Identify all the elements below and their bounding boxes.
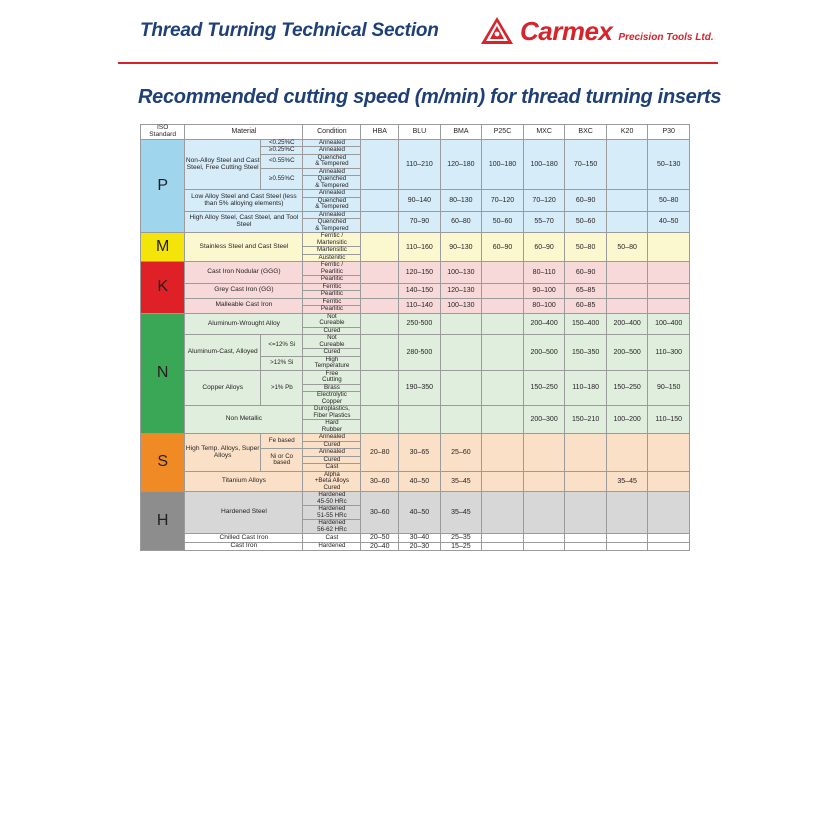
page-header [0,0,836,62]
value-k20: 35–45 [606,471,648,492]
value-hba [361,283,399,298]
value-mxc: 200–400 [523,313,565,335]
material-name: Cast Iron Nodular (GGG) [185,262,303,284]
material-sub-line1: Ni or Co [270,452,294,460]
material-sub [261,449,303,472]
material-sub: >12% Si [261,356,303,370]
value-p25c [482,370,524,406]
value-mxc: 60–90 [523,233,565,262]
condition-line2: Cureable [319,319,345,327]
condition-cell [303,233,361,247]
material-sub-line2: based [273,459,291,467]
material-name: High Alloy Steel, Cast Steel, and Tool Steel [185,211,303,233]
table-row [141,335,690,349]
table-row [141,492,690,506]
condition-cell: Ferritic [303,298,361,306]
condition-line1: Quenched [317,153,347,161]
material-name: Aluminum-Wrought Alloy [185,313,303,335]
value-k20 [606,298,648,313]
condition-line2: Temperature [314,362,350,370]
header-iso-standard [141,125,185,140]
condition-line2: Fiber Plastics [313,411,351,419]
value-p25c [482,534,524,542]
value-blu: 90–140 [399,190,441,212]
value-mxc [523,471,565,492]
value-mxc: 55–70 [523,211,565,233]
value-p30 [648,492,690,534]
value-p25c [482,492,524,534]
table-row [141,190,690,198]
value-hba [361,298,399,313]
material-name: Malleable Cast Iron [185,298,303,313]
condition-line1: Hardened [318,519,346,527]
value-k20: 100–200 [606,406,648,434]
condition-line1: Electrolytic [316,391,347,399]
condition-line1: Quenched [317,218,347,226]
value-mxc [523,492,565,534]
value-p25c [482,406,524,434]
value-hba: 20–50 [361,534,399,542]
condition-line1: Quenched [317,175,347,183]
value-bxc: 110–180 [565,370,607,406]
value-k20: 200–500 [606,335,648,371]
condition-line1: Not [327,334,337,342]
condition-cell: Cured [303,327,361,335]
value-blu: 70–90 [399,211,441,233]
value-bxc: 50–80 [565,233,607,262]
condition-line2: & Tempered [315,181,349,189]
condition-cell: Annealed [303,147,361,155]
condition-cell [303,392,361,406]
condition-cell: Annealed [303,139,361,147]
condition-line2: +Beta Alloys [314,477,350,485]
value-k20 [606,542,648,550]
condition-cell [303,197,361,211]
material-name: Titanium Alloys [185,471,303,492]
value-p25c: 100–180 [482,139,524,190]
value-p25c [482,298,524,313]
material-sub: <0.55%C [261,154,303,168]
condition-line1: Free [325,369,339,377]
value-p30: 110–300 [648,335,690,371]
value-bma: 35–45 [440,471,482,492]
table-row [141,211,690,219]
value-p25c [482,434,524,472]
cutting-speed-table [140,124,690,551]
group-code-h: H [141,492,185,551]
value-p25c [482,471,524,492]
condition-cell: Cast [303,464,361,472]
condition-cell: Pearlitic [303,306,361,314]
value-hba: 20–80 [361,434,399,472]
value-bxc [565,434,607,472]
condition-line1: Quenched [317,196,347,204]
value-p25c [482,542,524,550]
material-name: Grey Cast Iron (GG) [185,283,303,298]
value-hba: 30–60 [361,492,399,534]
value-p25c: 60–90 [482,233,524,262]
condition-cell: Cured [303,349,361,357]
condition-cell: Ferritic [303,283,361,291]
header-grade-p25c: P25C [482,125,524,140]
value-p30: 40–50 [648,211,690,233]
header-iso-line1: ISO [156,124,169,131]
value-hba: 20–40 [361,542,399,550]
table-row [141,542,690,550]
value-mxc: 100–180 [523,139,565,190]
condition-line1: High [325,355,339,363]
value-k20 [606,283,648,298]
condition-line1: Hardened [318,491,346,499]
value-p30 [648,283,690,298]
value-blu: 140–150 [399,283,441,298]
value-blu: 20–30 [399,542,441,550]
value-bma: 100–130 [440,298,482,313]
condition-cell: Annealed [303,434,361,442]
condition-cell: Austenitic [303,254,361,262]
condition-cell [303,520,361,534]
value-bma: 80–130 [440,190,482,212]
value-bxc: 150–210 [565,406,607,434]
value-k20 [606,139,648,190]
header-grade-mxc: MXC [523,125,565,140]
material-name: Aluminum-Cast, Alloyed [185,335,261,371]
header-divider [118,62,718,64]
value-bma [440,370,482,406]
condition-line2: 56-62 HRc [317,525,347,533]
carmex-logo-icon [480,16,514,46]
condition-cell [303,420,361,434]
value-k20: 50–80 [606,233,648,262]
value-bma: 120–180 [440,139,482,190]
value-mxc: 90–100 [523,283,565,298]
value-bma: 60–80 [440,211,482,233]
value-mxc: 80–100 [523,298,565,313]
condition-cell: Hardened [303,542,361,550]
condition-cell [303,176,361,190]
material-sub: <=12% Si [261,335,303,357]
value-bxc: 60–85 [565,298,607,313]
value-bma: 25–35 [440,534,482,542]
group-code-n: N [141,313,185,434]
table-row [141,406,690,420]
condition-line3: Cured [323,483,341,491]
group-code-m: M [141,233,185,262]
value-blu: 110–210 [399,139,441,190]
value-blu: 280-500 [399,335,441,371]
value-bma: 100–130 [440,262,482,284]
header-iso-line2: Standard [149,130,177,138]
material-name: Stainless Steel and Cast Steel [185,233,303,262]
value-k20 [606,434,648,472]
value-p25c: 70–120 [482,190,524,212]
header-material: Material [185,125,303,140]
condition-line1: Hardened [318,505,346,513]
condition-line2: Cutting [322,376,342,384]
brand-logo [480,16,714,46]
condition-cell [303,492,361,506]
value-p25c [482,283,524,298]
value-p30 [648,471,690,492]
table-row [141,139,690,147]
value-p30 [648,534,690,542]
value-k20: 150–250 [606,370,648,406]
value-bxc: 60–90 [565,262,607,284]
group-code-s: S [141,434,185,492]
condition-cell: Cured [303,441,361,449]
value-p25c [482,313,524,335]
brand-subtitle: Precision Tools Ltd. [618,32,714,43]
value-bxc [565,492,607,534]
material-sub: ≥0.25%C [261,147,303,155]
header-grade-p30: P30 [648,125,690,140]
value-blu [399,406,441,434]
value-k20 [606,534,648,542]
value-mxc [523,542,565,550]
value-bxc: 70–150 [565,139,607,190]
value-bma [440,406,482,434]
value-bxc: 60–90 [565,190,607,212]
value-p25c: 50–60 [482,211,524,233]
value-mxc: 200–300 [523,406,565,434]
value-bma: 35–45 [440,492,482,534]
condition-cell [303,262,361,276]
material-sub: ≥0.55%C [261,168,303,190]
value-k20: 200–400 [606,313,648,335]
value-hba: 30–60 [361,471,399,492]
value-mxc [523,534,565,542]
value-bma [440,313,482,335]
value-p30: 110–150 [648,406,690,434]
value-hba [361,233,399,262]
material-name: Cast Iron [185,542,303,550]
value-bxc: 150–350 [565,335,607,371]
value-blu: 30–40 [399,534,441,542]
condition-cell: Annealed [303,211,361,219]
condition-cell [303,335,361,349]
header-grade-bma: BMA [440,125,482,140]
value-p30: 100–400 [648,313,690,335]
value-blu: 30–65 [399,434,441,472]
value-bma: 120–130 [440,283,482,298]
cutting-speed-table-wrapper [140,124,690,551]
value-bma: 15–25 [440,542,482,550]
value-bxc [565,542,607,550]
condition-line2: Martensitic [316,238,347,246]
condition-line2: Cureable [319,340,345,348]
table-header-row [141,125,690,140]
condition-line1: Alpha [324,470,340,478]
value-p30 [648,298,690,313]
condition-cell: Annealed [303,168,361,176]
table-row [141,471,690,492]
condition-line1: Duroplastics, [314,405,350,413]
condition-cell [303,219,361,233]
value-p25c [482,335,524,371]
condition-line2: 45-50 HRc [317,497,347,505]
material-name: High Temp. Alloys, Super Alloys [185,434,261,472]
condition-cell [303,154,361,168]
material-sub: >1% Pb [261,370,303,406]
value-k20 [606,262,648,284]
condition-line2: 51-55 HRc [317,511,347,519]
value-p25c [482,262,524,284]
value-bxc [565,471,607,492]
value-k20 [606,190,648,212]
value-hba [361,139,399,190]
condition-line1: Ferritic / [320,232,344,240]
condition-line1: Not [327,312,337,320]
material-name: Low Alloy Steel and Cast Steel (less than 5% alloying elements) [185,190,303,212]
condition-line2: & Tempered [315,160,349,168]
condition-cell: Cast [303,534,361,542]
header-grade-hba: HBA [361,125,399,140]
value-hba [361,313,399,335]
table-row [141,283,690,291]
value-blu: 110–140 [399,298,441,313]
condition-line2: Rubber [321,425,343,433]
material-name: Non-Alloy Steel and Cast Steel, Free Cutting Steel [185,139,261,190]
material-name: Chilled Cast Iron [185,534,303,542]
condition-cell: Cured [303,456,361,464]
page-title: Thread Turning Technical Section [140,20,439,41]
value-blu: 40–50 [399,471,441,492]
header-condition: Condition [303,125,361,140]
value-bma: 25–60 [440,434,482,472]
condition-cell: Martensitic [303,247,361,255]
value-mxc: 200–500 [523,335,565,371]
table-row [141,262,690,276]
group-code-k: K [141,262,185,314]
value-k20 [606,211,648,233]
material-name: Copper Alloys [185,370,261,406]
value-blu: 110–160 [399,233,441,262]
header-grade-blu: BLU [399,125,441,140]
table-row [141,313,690,327]
condition-line2: & Tempered [315,203,349,211]
condition-cell: Pearlitic [303,276,361,284]
condition-line2: Copper [321,397,343,405]
section-title: Recommended cutting speed (m/min) for thread turning inserts [138,86,722,108]
value-blu: 190–350 [399,370,441,406]
material-name: Non Metallic [185,406,303,434]
value-bxc: 150–400 [565,313,607,335]
table-row [141,370,690,384]
value-p30: 50–80 [648,190,690,212]
value-p30: 90–150 [648,370,690,406]
condition-line2: Pearlitic [320,267,343,275]
material-sub: <0.25%C [261,139,303,147]
value-hba [361,335,399,371]
value-bxc: 65–85 [565,283,607,298]
value-p30: 50–130 [648,139,690,190]
table-row [141,534,690,542]
brand-name: Carmex [520,16,613,46]
value-bxc [565,534,607,542]
condition-line2: & Tempered [315,224,349,232]
condition-cell [303,406,361,420]
condition-cell [303,471,361,492]
table-row [141,434,690,442]
value-p30 [648,262,690,284]
value-bma: 90–130 [440,233,482,262]
group-code-p: P [141,139,185,233]
value-p30 [648,542,690,550]
condition-line1: Hard [325,419,339,427]
value-p30 [648,233,690,262]
value-hba [361,370,399,406]
value-blu: 250-500 [399,313,441,335]
header-grade-k20: K20 [606,125,648,140]
header-grade-bxc: BXC [565,125,607,140]
value-mxc: 80–110 [523,262,565,284]
condition-cell [303,370,361,384]
value-hba [361,211,399,233]
value-mxc [523,434,565,472]
value-mxc: 150–250 [523,370,565,406]
material-name: Hardened Steel [185,492,303,534]
condition-cell [303,313,361,327]
material-sub: Fe based [261,434,303,449]
value-mxc: 70–120 [523,190,565,212]
value-k20 [606,492,648,534]
value-hba [361,262,399,284]
condition-cell: Brass [303,384,361,392]
value-hba [361,190,399,212]
value-blu: 120–150 [399,262,441,284]
condition-line1: Ferritic / [320,261,344,269]
value-blu: 40–50 [399,492,441,534]
value-bxc: 50–60 [565,211,607,233]
condition-cell: Annealed [303,190,361,198]
condition-cell [303,356,361,370]
table-row [141,298,690,306]
condition-cell [303,506,361,520]
value-hba [361,406,399,434]
table-row [141,233,690,247]
condition-cell: Pearlitic [303,291,361,299]
condition-cell: Annealed [303,449,361,457]
value-bma [440,335,482,371]
value-p30 [648,434,690,472]
